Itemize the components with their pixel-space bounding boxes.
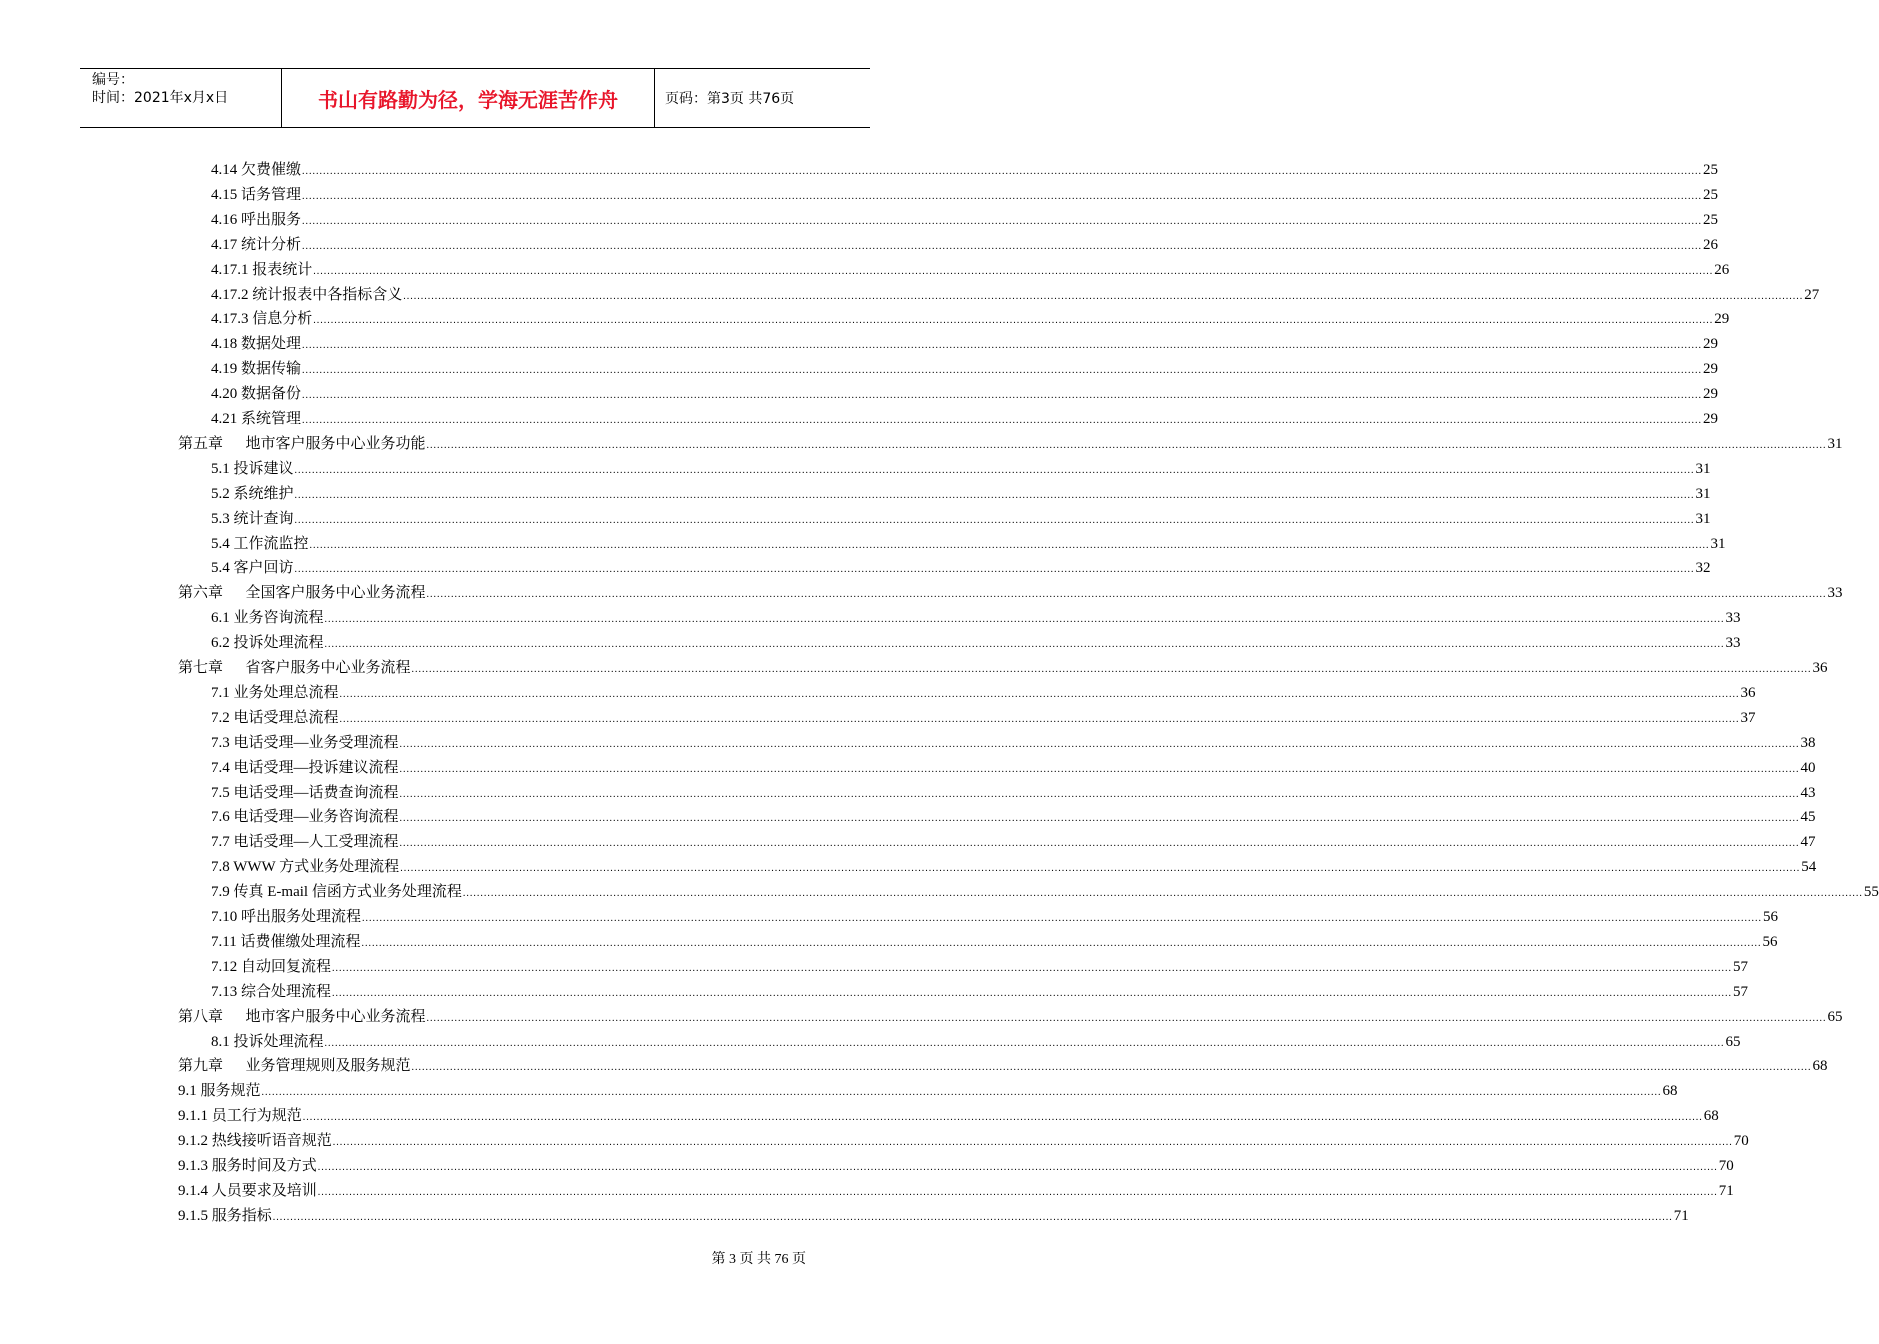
toc-entry-title: 5.2 系统维护 xyxy=(211,485,294,502)
toc-entry-title: 第七章 省客户服务中心业务流程 xyxy=(178,660,411,676)
doc-time-label: 时间：2021年x月x日 xyxy=(92,90,229,106)
toc-entry-title: 第九章 业务管理规则及服务规范 xyxy=(178,1058,411,1075)
toc-entry[interactable] xyxy=(178,1002,1843,1027)
toc-leader-dots: ................................................................................................................................................................................................................................................................................................................................................................................................................ xyxy=(399,738,1800,750)
toc-entry-title: 9.1.5 服务指标 xyxy=(178,1207,272,1224)
toc-entry[interactable] xyxy=(211,728,1816,753)
toc-entry-page: 68 xyxy=(1662,1083,1678,1100)
toc-entry-page: 36 xyxy=(1812,660,1828,676)
toc-entry[interactable] xyxy=(211,255,1730,280)
toc-entry-page: 26 xyxy=(1714,261,1730,278)
toc-entry-page: 71 xyxy=(1718,1182,1734,1199)
toc-entry[interactable] xyxy=(211,329,1719,354)
toc-entry[interactable] xyxy=(211,628,1741,653)
toc-entry-title: 7.6 电话受理—业务咨询流程 xyxy=(211,809,399,826)
page-header xyxy=(80,68,870,128)
toc-leader-dots: ................................................................................................................................................................................................................................................................................................................................................................................................................ xyxy=(294,464,1695,476)
toc-entry-page: 43 xyxy=(1800,784,1816,801)
toc-leader-dots: ................................................................................................................................................................................................................................................................................................................................................................................................................ xyxy=(339,688,1740,700)
toc-entry-page: 70 xyxy=(1733,1133,1749,1150)
toc-entry-title: 4.21 系统管理 xyxy=(211,411,302,427)
toc-entry-title: 7.1 业务处理总流程 xyxy=(211,684,339,701)
toc-entry-page: 71 xyxy=(1673,1207,1689,1224)
toc-leader-dots: ................................................................................................................................................................................................................................................................................................................................................................................................................ xyxy=(399,763,1800,775)
toc-leader-dots: ................................................................................................................................................................................................................................................................................................................................................................................................................ xyxy=(302,240,1703,252)
toc-entry-title: 7.13 综合处理流程 xyxy=(211,983,332,1000)
toc-entry-title: 4.16 呼出服务 xyxy=(211,211,302,228)
header-page-info: 页码：第3页 共76页 xyxy=(665,91,795,107)
toc-entry-page: 29 xyxy=(1703,361,1719,378)
toc-leader-dots: ................................................................................................................................................................................................................................................................................................................................................................................................................ xyxy=(302,390,1703,402)
toc-entry[interactable] xyxy=(211,529,1726,554)
toc-entry[interactable] xyxy=(211,927,1778,952)
header-meta xyxy=(80,69,282,127)
toc-entry[interactable] xyxy=(178,1076,1678,1101)
toc-leader-dots: ................................................................................................................................................................................................................................................................................................................................................................................................................ xyxy=(411,1062,1812,1074)
toc-entry-page: 57 xyxy=(1733,983,1749,1000)
toc-entry-page: 56 xyxy=(1762,933,1778,950)
doc-number-label: 编号： xyxy=(92,72,134,88)
toc-entry-page: 29 xyxy=(1714,311,1730,328)
toc-leader-dots: ................................................................................................................................................................................................................................................................................................................................................................................................................ xyxy=(339,713,1740,725)
toc-entry-page: 70 xyxy=(1718,1158,1734,1174)
toc-leader-dots: ................................................................................................................................................................................................................................................................................................................................................................................................................ xyxy=(332,987,1733,999)
toc-entry-page: 47 xyxy=(1800,834,1816,851)
toc-entry[interactable] xyxy=(178,653,1828,678)
toc-entry[interactable] xyxy=(211,205,1719,230)
toc-entry[interactable] xyxy=(211,703,1756,728)
toc-entry-page: 38 xyxy=(1800,734,1816,751)
toc-entry[interactable] xyxy=(211,404,1719,429)
toc-leader-dots: ................................................................................................................................................................................................................................................................................................................................................................................................................ xyxy=(317,1186,1718,1198)
toc-entry-page: 56 xyxy=(1763,909,1779,925)
toc-entry-title: 7.9 传真 E-mail 信函方式业务处理流程 xyxy=(211,884,462,901)
toc-entry-title: 第六章 全国客户服务中心业务流程 xyxy=(178,585,426,602)
toc-entry-page: 31 xyxy=(1710,535,1726,552)
toc-entry-title: 7.8 WWW 方式业务处理流程 xyxy=(211,859,400,876)
toc-entry-page: 33 xyxy=(1827,585,1843,602)
toc-entry-title: 7.5 电话受理—话费查询流程 xyxy=(211,784,399,801)
toc-entry[interactable] xyxy=(178,1126,1749,1151)
toc-leader-dots: ................................................................................................................................................................................................................................................................................................................................................................................................................ xyxy=(399,788,1800,800)
toc-entry[interactable] xyxy=(178,1201,1689,1226)
toc-leader-dots: ................................................................................................................................................................................................................................................................................................................................................................................................................ xyxy=(426,589,1827,601)
toc-leader-dots: ................................................................................................................................................................................................................................................................................................................................................................................................................ xyxy=(302,415,1703,426)
toc-leader-dots: ................................................................................................................................................................................................................................................................................................................................................................................................................ xyxy=(324,639,1725,651)
toc-entry[interactable] xyxy=(211,902,1779,927)
toc-entry[interactable] xyxy=(211,304,1730,329)
toc-entry[interactable] xyxy=(211,753,1816,778)
toc-leader-dots: ................................................................................................................................................................................................................................................................................................................................................................................................................ xyxy=(317,1162,1718,1173)
toc-leader-dots: ................................................................................................................................................................................................................................................................................................................................................................................................................ xyxy=(324,1037,1725,1049)
toc-entry-title: 8.1 投诉处理流程 xyxy=(211,1033,324,1050)
toc-entry-page: 29 xyxy=(1703,386,1719,403)
toc-leader-dots: ................................................................................................................................................................................................................................................................................................................................................................................................................ xyxy=(302,365,1703,377)
toc-entry-title: 9.1 服务规范 xyxy=(178,1083,261,1100)
toc-entry[interactable] xyxy=(211,827,1816,852)
toc-leader-dots: ................................................................................................................................................................................................................................................................................................................................................................................................................ xyxy=(294,514,1695,526)
toc-leader-dots: ................................................................................................................................................................................................................................................................................................................................................................................................................ xyxy=(313,265,1714,277)
toc-entry-title: 第八章 地市客户服务中心业务流程 xyxy=(178,1008,426,1025)
toc-leader-dots: ................................................................................................................................................................................................................................................................................................................................................................................................................ xyxy=(294,564,1695,576)
toc-entry-title: 4.15 话务管理 xyxy=(211,186,302,203)
toc-entry[interactable] xyxy=(211,603,1741,628)
toc-entry-title: 9.1.3 服务时间及方式 xyxy=(178,1158,317,1174)
toc-leader-dots: ................................................................................................................................................................................................................................................................................................................................................................................................................ xyxy=(399,838,1800,850)
toc-entry[interactable] xyxy=(211,802,1816,827)
toc-entry[interactable] xyxy=(211,952,1749,977)
toc-entry-title: 7.2 电话受理总流程 xyxy=(211,709,339,726)
toc-leader-dots: ................................................................................................................................................................................................................................................................................................................................................................................................................ xyxy=(302,1112,1703,1124)
toc-entry[interactable] xyxy=(211,1027,1741,1052)
toc-entry-page: 55 xyxy=(1863,884,1879,901)
toc-entry-page: 32 xyxy=(1695,560,1711,577)
toc-entry-title: 4.17 统计分析 xyxy=(211,236,302,253)
toc-entry-title: 4.17.2 统计报表中各指标含义 xyxy=(211,286,403,303)
toc-entry-page: 26 xyxy=(1703,236,1719,253)
toc-entry-page: 33 xyxy=(1725,610,1741,627)
toc-leader-dots: ................................................................................................................................................................................................................................................................................................................................................................................................................ xyxy=(313,315,1714,327)
toc-entry-title: 6.1 业务咨询流程 xyxy=(211,610,324,627)
toc-entry-page: 36 xyxy=(1740,684,1756,701)
toc-entry[interactable] xyxy=(178,578,1843,603)
toc-entry-page: 37 xyxy=(1740,709,1756,726)
toc-entry[interactable] xyxy=(178,1151,1734,1176)
toc-leader-dots: ................................................................................................................................................................................................................................................................................................................................................................................................................ xyxy=(332,1137,1733,1149)
toc-entry-page: 54 xyxy=(1801,859,1817,876)
toc-entry-page: 29 xyxy=(1703,411,1719,427)
toc-leader-dots: ................................................................................................................................................................................................................................................................................................................................................................................................................ xyxy=(302,190,1703,202)
toc-leader-dots: ................................................................................................................................................................................................................................................................................................................................................................................................................ xyxy=(426,439,1827,451)
toc-entry-title: 第五章 地市客户服务中心业务功能 xyxy=(178,435,426,452)
toc-entry-page: 33 xyxy=(1725,635,1741,652)
toc-leader-dots: ................................................................................................................................................................................................................................................................................................................................................................................................................ xyxy=(399,813,1800,825)
toc-entry[interactable] xyxy=(211,454,1711,479)
toc-entry-page: 31 xyxy=(1695,485,1711,502)
toc-leader-dots: ................................................................................................................................................................................................................................................................................................................................................................................................................ xyxy=(261,1087,1662,1099)
toc-leader-dots: ................................................................................................................................................................................................................................................................................................................................................................................................................ xyxy=(272,1211,1673,1223)
toc-entry[interactable] xyxy=(178,1101,1719,1126)
toc-entry-title: 4.17.1 报表统计 xyxy=(211,261,313,278)
toc-entry[interactable] xyxy=(211,877,1879,902)
toc-entry-page: 40 xyxy=(1800,759,1816,776)
toc-leader-dots: ................................................................................................................................................................................................................................................................................................................................................................................................................ xyxy=(426,1012,1827,1024)
toc-entry-title: 9.1.1 员工行为规范 xyxy=(178,1108,302,1125)
toc-entry[interactable] xyxy=(211,354,1719,379)
toc-entry-page: 57 xyxy=(1733,958,1749,975)
toc-entry-title: 4.18 数据处理 xyxy=(211,336,302,353)
toc-entry-page: 65 xyxy=(1725,1033,1741,1050)
toc-entry-title: 4.14 欠费催缴 xyxy=(211,162,302,178)
toc-entry-title: 4.20 数据备份 xyxy=(211,386,302,403)
header-motto: 书山有路勤为径，学海无涯苦作舟 xyxy=(282,69,655,127)
toc-entry-title: 7.12 自动回复流程 xyxy=(211,958,332,975)
toc-entry[interactable] xyxy=(178,1176,1734,1201)
toc-entry-page: 68 xyxy=(1703,1108,1719,1125)
toc-leader-dots: ................................................................................................................................................................................................................................................................................................................................................................................................................ xyxy=(403,290,1804,302)
toc-entry[interactable] xyxy=(211,280,1820,305)
toc-entry-title: 6.2 投诉处理流程 xyxy=(211,635,324,652)
toc-entry[interactable] xyxy=(211,778,1816,803)
toc-entry-page: 25 xyxy=(1703,186,1719,203)
toc-entry-title: 5.3 统计查询 xyxy=(211,510,294,527)
toc-entry[interactable] xyxy=(211,155,1719,180)
toc-entry-title: 5.4 工作流监控 xyxy=(211,535,309,552)
toc-entry-page: 25 xyxy=(1703,211,1719,228)
toc-leader-dots: ................................................................................................................................................................................................................................................................................................................................................................................................................ xyxy=(411,664,1812,675)
toc-entry[interactable] xyxy=(211,678,1756,703)
toc-entry-title: 9.1.4 人员要求及培训 xyxy=(178,1182,317,1199)
toc-entry[interactable] xyxy=(211,479,1711,504)
toc-entry[interactable] xyxy=(178,429,1843,454)
toc-leader-dots: ................................................................................................................................................................................................................................................................................................................................................................................................................ xyxy=(362,913,1763,924)
toc-entry-title: 7.10 呼出服务处理流程 xyxy=(211,909,362,925)
toc-leader-dots: ................................................................................................................................................................................................................................................................................................................................................................................................................ xyxy=(400,863,1801,875)
toc-leader-dots: ................................................................................................................................................................................................................................................................................................................................................................................................................ xyxy=(302,166,1703,177)
toc-entry[interactable] xyxy=(211,553,1711,578)
toc-entry-title: 5.1 投诉建议 xyxy=(211,460,294,477)
toc-entry-title: 7.11 话费催缴处理流程 xyxy=(211,933,361,950)
toc-entry-page: 65 xyxy=(1827,1008,1843,1025)
toc-entry[interactable] xyxy=(211,504,1711,529)
toc-entry-title: 7.3 电话受理—业务受理流程 xyxy=(211,734,399,751)
toc-leader-dots: ................................................................................................................................................................................................................................................................................................................................................................................................................ xyxy=(302,340,1703,352)
toc-entry-page: 29 xyxy=(1703,336,1719,353)
toc-entry-page: 27 xyxy=(1804,286,1820,303)
toc-entry-title: 7.7 电话受理—人工受理流程 xyxy=(211,834,399,851)
toc-entry-page: 25 xyxy=(1703,162,1719,178)
page-footer: 第 3 页 共 76 页 xyxy=(711,1252,806,1267)
toc-leader-dots: ................................................................................................................................................................................................................................................................................................................................................................................................................ xyxy=(462,888,1863,900)
toc-entry-page: 31 xyxy=(1827,435,1843,452)
toc-entry-page: 31 xyxy=(1695,460,1711,477)
toc-entry-title: 7.4 电话受理—投诉建议流程 xyxy=(211,759,399,776)
toc-leader-dots: ................................................................................................................................................................................................................................................................................................................................................................................................................ xyxy=(361,937,1762,949)
toc-entry-page: 68 xyxy=(1812,1058,1828,1075)
toc-entry[interactable] xyxy=(211,852,1817,877)
toc-entry-title: 4.17.3 信息分析 xyxy=(211,311,313,328)
toc-entry[interactable] xyxy=(211,180,1719,205)
toc-entry-title: 4.19 数据传输 xyxy=(211,361,302,378)
toc-entry-page: 45 xyxy=(1800,809,1816,826)
toc-leader-dots: ................................................................................................................................................................................................................................................................................................................................................................................................................ xyxy=(294,489,1695,501)
toc-leader-dots: ................................................................................................................................................................................................................................................................................................................................................................................................................ xyxy=(302,215,1703,227)
toc-leader-dots: ................................................................................................................................................................................................................................................................................................................................................................................................................ xyxy=(309,539,1710,551)
toc-leader-dots: ................................................................................................................................................................................................................................................................................................................................................................................................................ xyxy=(332,962,1733,974)
toc-entry-page: 31 xyxy=(1695,510,1711,527)
toc-entry-title: 5.4 客户回访 xyxy=(211,560,294,577)
toc-entry[interactable] xyxy=(178,1051,1828,1076)
toc-leader-dots: ................................................................................................................................................................................................................................................................................................................................................................................................................ xyxy=(324,614,1725,626)
toc-entry-title: 9.1.2 热线接听语音规范 xyxy=(178,1133,332,1150)
toc-entry[interactable] xyxy=(211,977,1749,1002)
toc-entry[interactable] xyxy=(211,230,1719,255)
toc-entry[interactable] xyxy=(211,379,1719,404)
